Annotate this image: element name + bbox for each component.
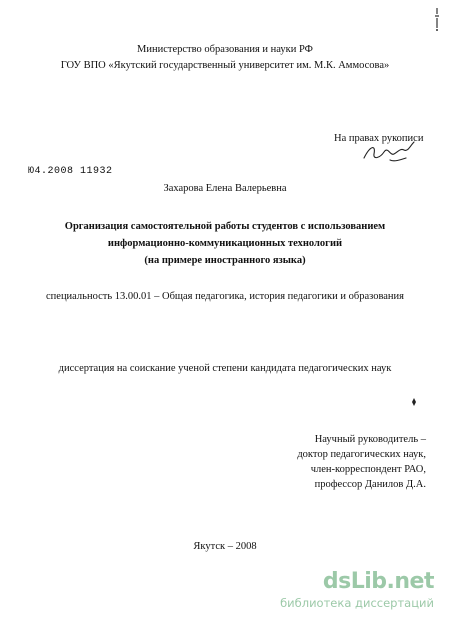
title-line-2: информационно-коммуникационных технологий bbox=[107, 238, 343, 249]
watermark bbox=[268, 569, 444, 615]
degree-text: диссертация на соискание ученой степени кандидата педагогических наук bbox=[58, 363, 392, 374]
watermark-logo: dsLib.net bbox=[322, 569, 434, 594]
watermark-subtitle: библиотека диссертаций bbox=[280, 596, 434, 610]
title-line-3: (на примере иностранного языка) bbox=[144, 255, 306, 266]
supervisor-line-2: доктор педагогических наук, bbox=[297, 449, 426, 460]
supervisor-line-3: член-корреспондент РАО, bbox=[310, 464, 426, 475]
place-year: Якутск – 2008 bbox=[193, 541, 257, 552]
supervisor-line-4: профессор Данилов Д.А. bbox=[314, 479, 426, 490]
rights-label: На правах рукописи bbox=[334, 133, 424, 144]
author-name: Захарова Елена Валерьевна bbox=[163, 183, 287, 194]
catalog-number: Ю4.2008 11932 bbox=[28, 166, 113, 177]
scan-mark-icon bbox=[432, 6, 442, 32]
university-name: ГОУ ВПО «Якутский государственный университет им. М.К. Аммосова» bbox=[60, 60, 390, 71]
signature-icon bbox=[360, 136, 420, 168]
specialty-text: специальность 13.00.01 – Общая педагогика, история педагогики и образования bbox=[46, 291, 404, 302]
ministry-name: Министерство образования и науки РФ bbox=[137, 44, 313, 55]
title-line-1: Организация самостоятельной работы студентов с использованием bbox=[64, 221, 386, 232]
scan-speck-icon bbox=[410, 397, 418, 407]
supervisor-line-1: Научный руководитель – bbox=[314, 434, 426, 445]
supervisor-block bbox=[297, 432, 426, 492]
